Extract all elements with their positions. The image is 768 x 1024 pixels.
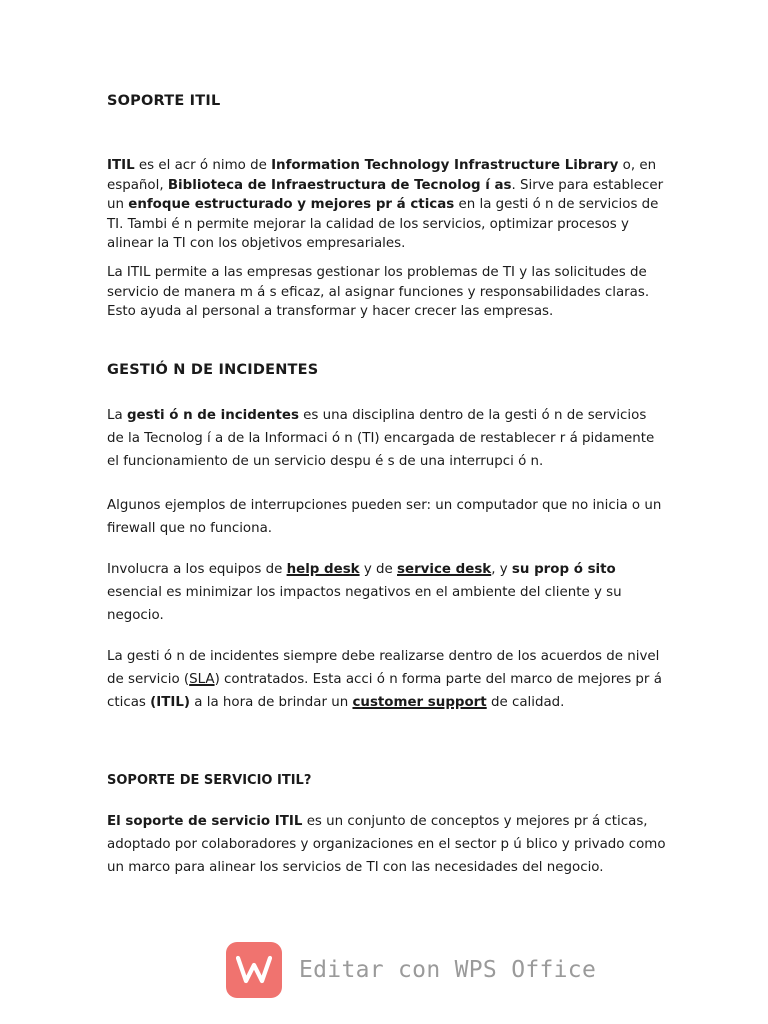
term-itil-spanish: Biblioteca de Infraestructura de Tecnolog í as — [167, 177, 512, 193]
term-gestion-incidentes: gesti ó n de incidentes — [126, 408, 299, 423]
text-span: es el acr ó nimo de — [134, 158, 272, 173]
heading-soporte-itil: SOPORTE ITIL — [107, 93, 221, 109]
term-enfoque: enfoque estructurado y mejores pr á cticas — [128, 197, 455, 213]
paragraph-itil-definition — [107, 156, 667, 254]
term-itil: (ITIL) — [150, 695, 191, 710]
text-span: esencial es minimizar los impactos negativos en el ambiente del cliente y su negocio. — [107, 585, 622, 623]
text-span: de calidad. — [486, 695, 565, 710]
wps-watermark[interactable] — [226, 942, 596, 998]
service-desk-link[interactable]: service desk — [397, 562, 492, 577]
wps-edit-label: Editar con WPS Office — [299, 957, 597, 983]
text-span: o, en español, — [107, 158, 657, 193]
paragraph-teams — [107, 558, 667, 627]
paragraph-service-support — [107, 810, 667, 879]
heading-soporte-servicio: SOPORTE DE SERVICIO ITIL? — [107, 773, 312, 788]
wps-office-logo-icon — [226, 942, 282, 998]
term-itil: ITIL — [107, 158, 135, 173]
paragraph-incident-definition — [107, 404, 667, 473]
text-span: y de — [359, 562, 398, 577]
paragraph-itil-benefits: La ITIL permite a las empresas gestionar los problemas de TI y las solicitudes de servicio de manera m á s eficaz, al asignar funciones y responsabilidades claras. Esto ayuda al personal a transformar y hacer crecer las empresas. — [107, 265, 650, 320]
text-span: Involucra a los equipos de — [107, 562, 287, 577]
help-desk-link[interactable]: help desk — [286, 562, 360, 577]
term-proposito: su prop ó sito — [511, 562, 616, 577]
paragraph-sla — [107, 645, 667, 714]
term-soporte-servicio: El soporte de servicio ITIL — [107, 814, 303, 829]
text-span: es un conjunto de conceptos y mejores pr á cticas, adoptado por colaboradores y organizaciones en el sector p ú blico y privado como un marco para alinear los servicios de TI con las necesidades del negocio. — [107, 814, 666, 875]
text-span: . Sirve para establecer un — [107, 177, 664, 213]
text-span: a la hora de brindar un — [190, 695, 353, 710]
text-span: en la gesti ó n de servicios de TI. Tambi é n permite mejorar la calidad de los servicios, optimizar procesos y alinear la TI con los objetivos empresariales. — [107, 197, 659, 252]
sla-link[interactable]: SLA — [189, 672, 215, 687]
term-itil-expansion: Information Technology Infrastructure Library — [271, 158, 619, 173]
text-span: , y — [491, 562, 512, 577]
heading-gestion-incidentes: GESTIÓ N DE INCIDENTES — [107, 362, 319, 378]
text-span: es una disciplina dentro de la gesti ó n de servicios de la Tecnolog í a de la Informaci ó n (TI) encargada de restablecer r á pidamente el funcionamiento de un servicio despu é s de una interrupci ó n. — [107, 408, 655, 469]
paragraph-examples: Algunos ejemplos de interrupciones pueden ser: un computador que no inicia o un firewall que no funciona. — [107, 498, 662, 536]
text-span: ) contratados. Esta acci ó n forma parte del marco de mejores pr á cticas — [107, 672, 662, 710]
text-span: La gesti ó n de incidentes siempre debe realizarse dentro de los acuerdos de nivel de servicio ( — [107, 649, 660, 687]
customer-support-link[interactable]: customer support — [352, 695, 487, 710]
text-span: La — [107, 408, 127, 423]
